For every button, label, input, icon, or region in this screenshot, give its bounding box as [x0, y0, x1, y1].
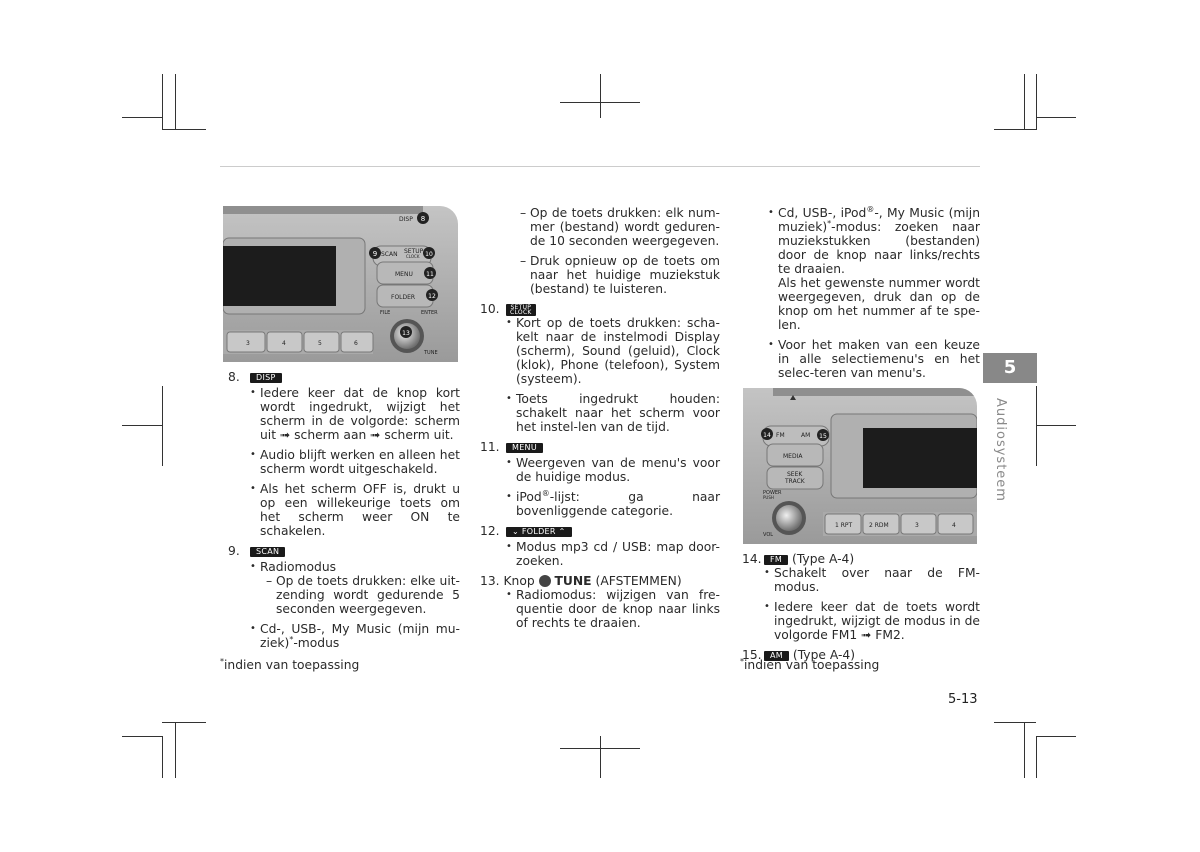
dash-item: – Op de toets drukken: elke uit-zending wordt gedurende 5 seconden weergegeven. — [266, 574, 460, 616]
crop-mark — [122, 117, 162, 118]
crop-mark — [1036, 736, 1037, 778]
preset-label: 5 — [318, 340, 322, 347]
column-3-lower — [742, 552, 980, 662]
setup-clock-tag — [506, 304, 536, 316]
dash-item: – Op de toets drukken: elk num-mer (bestand) wordt geduren-de 10 seconden weergegeven. — [520, 206, 720, 248]
bullet: • Als het scherm OFF is, drukt u op een willekeurige toets om het scherm weer ON te schakelen. — [250, 482, 460, 538]
crop-mark — [994, 722, 1036, 723]
crop-mark — [600, 736, 601, 778]
callout-11: 11 — [426, 271, 434, 278]
radio-illustration-top — [223, 206, 458, 362]
preset-label: 2 RDM — [869, 522, 889, 529]
callout-13: 13 — [402, 330, 410, 337]
bullet-text: -modus — [293, 636, 340, 650]
crop-mark — [1036, 74, 1037, 130]
item-12 — [480, 524, 720, 568]
bullet: • Iedere keer dat de knop kort wordt ingedrukt, wijzigt het scherm in de volgorde: scherm uit ➟ scherm aan ➟ scherm uit. — [250, 386, 460, 442]
callout-14: 14 — [763, 432, 771, 439]
footnote-marker: * — [289, 634, 294, 644]
scan-label: SCAN — [381, 251, 398, 258]
item-8 — [228, 370, 460, 538]
column-2 — [480, 206, 720, 636]
registered-mark: ® — [541, 488, 550, 498]
preset-label: 6 — [354, 340, 358, 347]
menu-label: MENU — [395, 271, 413, 278]
footnote-text: indien van toepassing — [224, 658, 360, 672]
crop-mark — [1036, 117, 1076, 118]
crop-mark — [175, 74, 176, 130]
crop-mark — [1024, 74, 1025, 130]
item-number: 13. — [480, 574, 500, 588]
item-number: 11. — [480, 440, 500, 454]
footnote-left: *indien van toepassing — [220, 656, 360, 672]
scan-tag: SCAN — [250, 547, 285, 557]
item-13 — [480, 574, 720, 630]
type-label: (Type A-4) — [792, 552, 855, 566]
item-number: 10. — [480, 302, 500, 316]
crop-mark — [600, 74, 601, 118]
preset-label: 4 — [282, 340, 286, 347]
enter-label: ENTER — [421, 310, 438, 316]
fm-tag: FM — [764, 555, 788, 565]
bullet: • Schakelt over naar de FM-modus. — [764, 566, 980, 594]
footnote-right: *indien van toepassing — [740, 656, 880, 672]
callout-9: 9 — [372, 250, 378, 258]
item-suffix: (AFSTEMMEN) — [595, 574, 682, 588]
header-rule — [220, 166, 980, 167]
crop-mark — [560, 748, 640, 749]
item-number: 15. — [742, 648, 762, 662]
callout-15: 15 — [819, 433, 827, 440]
clock-text: CLOCK — [510, 308, 532, 316]
crop-mark — [994, 129, 1036, 130]
bullet: • Kort op de toets drukken: scha-kelt naar de instelmodi Display (scherm), Sound (geluid), Clock (klok), Phone (telefoon), System (systeem). — [506, 316, 720, 386]
item-number: 8. — [228, 370, 240, 384]
chapter-number: 5 — [983, 353, 1037, 383]
crop-mark — [175, 722, 176, 778]
item-10 — [480, 302, 720, 434]
bullet-text: -modus: zoeken naar muziekstukken (bestanden) door de knop naar links/rechts te draaien. — [778, 220, 980, 276]
column-3 — [742, 206, 980, 386]
item-14 — [742, 552, 980, 642]
item-number: 14. — [742, 552, 762, 566]
bullet: • Iedere keer dat de toets wordt ingedrukt, wijzigt de modus in de volgorde FM1 ➟ FM2. — [764, 600, 980, 642]
power-label: POWER — [763, 490, 782, 496]
bullet-text: -lijst: ga naar bovenliggende categorie. — [516, 490, 720, 518]
radio-illustration-bottom — [743, 388, 977, 544]
tune-label: TUNE — [554, 574, 592, 588]
crop-mark — [162, 736, 163, 778]
crop-mark — [1036, 736, 1076, 737]
preset-label: 1 RPT — [835, 522, 853, 529]
bullet — [250, 622, 460, 650]
bullet: • Voor het maken van een keuze in alle selectiemenu's en het selec-teren van menu's. — [768, 338, 980, 380]
tune-label: TUNE — [424, 350, 438, 356]
item-prefix: Knop — [503, 574, 535, 588]
disp-label: DISP — [399, 216, 413, 223]
item-9 — [228, 544, 460, 650]
folder-label: FOLDER — [391, 294, 416, 301]
bullet: • Weergeven van de menu's voor de huidige modus. — [506, 456, 720, 484]
callout-8: 8 — [420, 215, 426, 223]
am-tag: AM — [764, 651, 789, 661]
footnote-text: indien van toepassing — [744, 658, 880, 672]
clock-label: CLOCK — [406, 254, 420, 259]
crop-mark — [122, 736, 162, 737]
bullet — [768, 206, 980, 276]
crop-mark — [1024, 722, 1025, 778]
am-label: AM — [801, 432, 811, 439]
registered-mark: ® — [866, 204, 875, 214]
crop-mark — [162, 722, 206, 723]
bullet: • Toets ingedrukt houden: schakelt naar het scherm voor het instel-len van de tijd. — [506, 392, 720, 434]
bullet: • Radiomodus — [250, 560, 460, 574]
chapter-title: Audiosysteem — [993, 398, 1008, 502]
type-label: (Type A-4) — [792, 648, 856, 662]
footnote-marker: * — [827, 218, 832, 228]
page-number: 5-13 — [948, 692, 978, 707]
preset-label: 4 — [952, 522, 956, 529]
bullet: • Radiomodus: wijzigen van fre-quentie door de knop naar links of rechts te draaien. — [506, 588, 720, 630]
bullet: • Modus mp3 cd / USB: map door-zoeken. — [506, 540, 720, 568]
setup-label: SETUP — [404, 248, 424, 255]
item-number: 12. — [480, 524, 500, 538]
fm-label: FM — [776, 432, 785, 439]
bullet-text: iPod — [516, 490, 542, 504]
crop-mark — [122, 425, 162, 426]
callout-12: 12 — [428, 293, 436, 300]
dash-item: – Druk opnieuw op de toets om naar het huidige muziekstuk (bestand) te luisteren. — [520, 254, 720, 296]
item-11 — [480, 440, 720, 518]
item-number: 9. — [228, 544, 240, 558]
bullet-text: Cd, USB-, iPod — [778, 206, 867, 220]
crop-mark — [162, 129, 206, 130]
crop-mark — [1036, 386, 1037, 466]
bullet-text: Cd-, USB-, My Music (mijn mu-ziek) — [260, 622, 460, 650]
preset-label: 3 — [915, 522, 919, 529]
folder-tag: ⌄ FOLDER ⌃ — [506, 527, 572, 537]
crop-mark — [162, 386, 163, 466]
crop-mark — [162, 74, 163, 130]
media-label: MEDIA — [783, 453, 803, 460]
menu-tag: MENU — [506, 443, 543, 453]
bullet-text: -, My Music (mijn muziek) — [778, 206, 980, 234]
seek-label: SEEK — [787, 471, 803, 478]
push-label: PUSH — [763, 495, 774, 500]
disp-tag: DISP — [250, 373, 282, 383]
bullet — [506, 490, 720, 518]
preset-label: 3 — [246, 340, 250, 347]
bullet: • Audio blijft werken en alleen het scherm wordt uitgeschakeld. — [250, 448, 460, 476]
file-label: FILE — [380, 310, 391, 316]
track-label: TRACK — [785, 478, 805, 485]
setup-text: SETUP — [510, 303, 532, 311]
knob-icon — [539, 575, 551, 587]
crop-mark — [560, 102, 640, 103]
crop-mark — [1036, 425, 1076, 426]
vol-label: VOL — [763, 532, 774, 538]
paragraph: Als het gewenste nummer wordt weergegeven, druk dan op de knop om het nummer af te spe-len. — [778, 276, 980, 332]
column-1 — [228, 370, 460, 656]
callout-10: 10 — [425, 251, 433, 258]
